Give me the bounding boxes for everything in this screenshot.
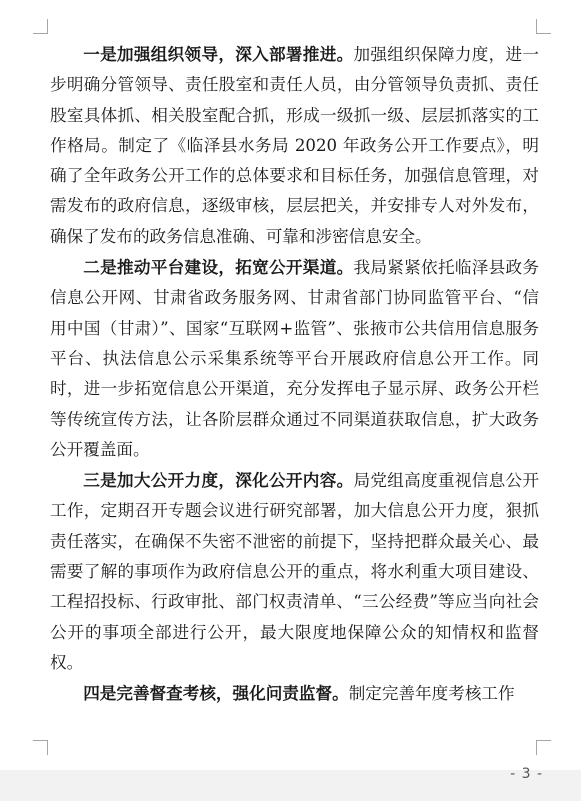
page-number: - 3 - (510, 766, 543, 782)
paragraph-1-lead: 一是加强组织领导，深入部署推进。 (83, 44, 354, 64)
paragraph-1 (50, 39, 539, 252)
crop-mark-top-left (33, 19, 48, 34)
paragraph-3-body: 局党组高度重视信息公开工作，定期召开专题会议进行研究部署，加大信息公开力度，狠抓责任落实，在确保不失密不泄密的前提下，坚持把群众最关心、最需要了解的事项作为政府信息公开的重点，将水利重大项目建设、工程招投标、行政审批、部门权责清单、“三公经费”等应当向社会公开的事项全部进行公开，最大限度地保障公众的知情权和监督权。 (50, 471, 540, 672)
paragraph-4 (50, 678, 539, 709)
crop-mark-bottom-right (536, 740, 551, 755)
crop-mark-top-right (536, 19, 551, 34)
paragraph-2 (50, 252, 539, 465)
crop-mark-bottom-left (33, 740, 48, 755)
paragraph-3-lead: 三是加大公开力度，深化公开内容。 (83, 470, 354, 491)
page-footer-area (0, 770, 581, 801)
paragraph-4-body: 制定完善年度考核工作 (348, 684, 515, 704)
paragraph-2-body: 我局紧紧依托临泽县政务信息公开网、甘肃省政务服务网、甘肃省部门协同监管平台、“信用中国（甘肃）”、国家“互联网+监管”、张掖市公共信用信息服务平台、执法信息公示采集系统等平台开展政府信息公开工作。同时，进一步拓宽信息公开渠道，充分发挥电子显示屏、政务公开栏等传统宣传方法，让各阶层群众通过不同渠道获取信息，扩大政务公开覆盖面。 (50, 258, 540, 459)
paragraph-3 (50, 465, 539, 678)
paragraph-4-lead: 四是完善督查考核，强化问责监督。 (83, 683, 349, 704)
paragraph-2-lead: 二是推动平台建设，拓宽公开渠道。 (83, 257, 354, 278)
paragraph-1-body: 加强组织保障力度，进一步明确分管领导、责任股室和责任人员，由分管领导负责抓、责任股室具体抓、相关股室配合抓，形成一级抓一级、层层抓落实的工作格局。制定了《临泽县水务局 2020 年政务公开工作要点》，明确了全年政务公开工作的总体要求和目标任务，加强信息管理，对需发布的政府信息，逐级审核，层层把关，并安排专人对外发布，确保了发布的政务信息准确、可靠和涉密信息安全。 (50, 45, 540, 246)
document-body (50, 39, 539, 710)
